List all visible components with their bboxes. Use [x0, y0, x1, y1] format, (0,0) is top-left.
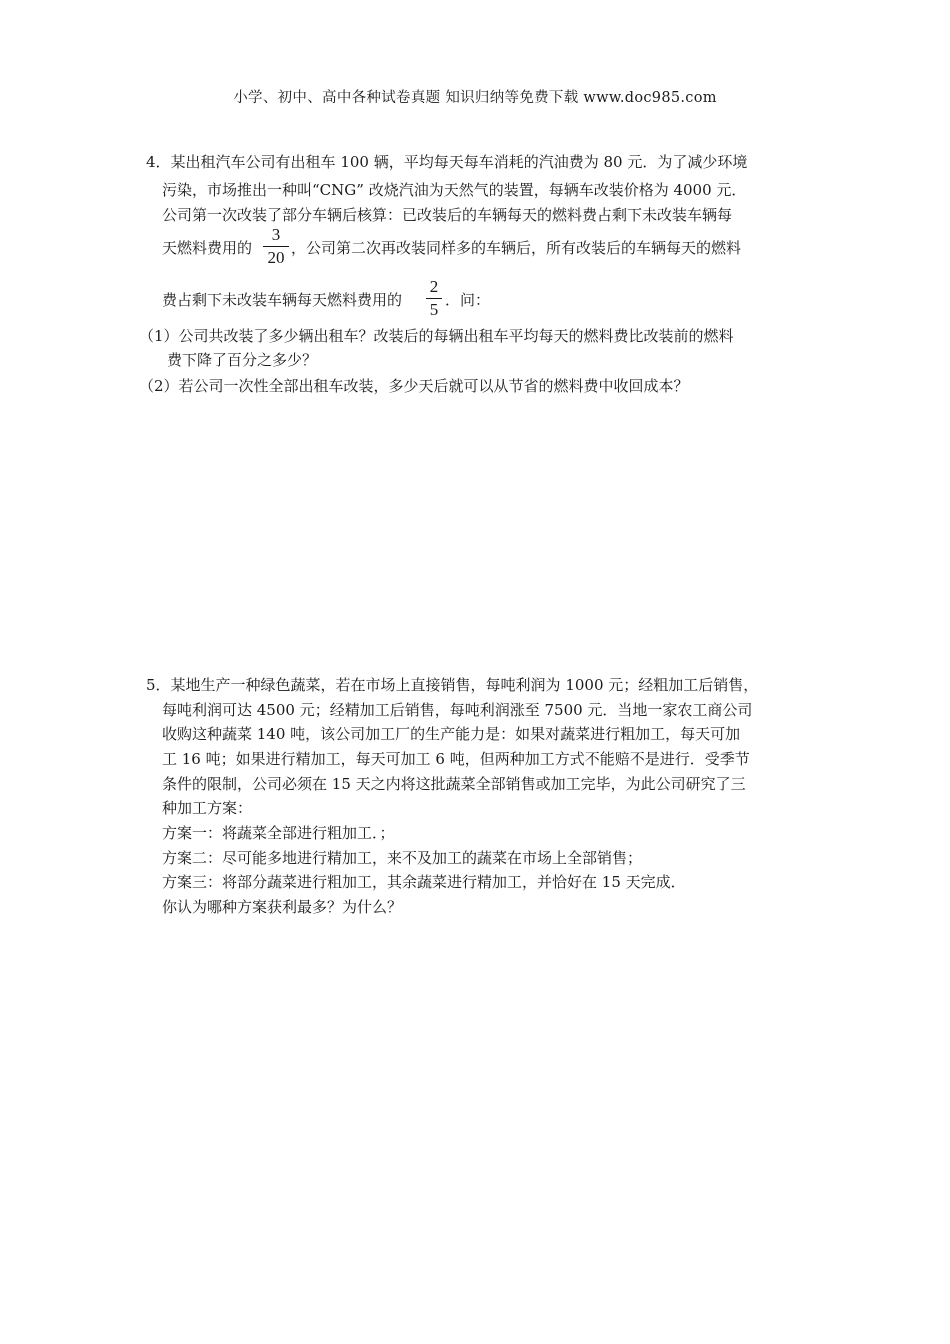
q4-line-5-start: 费占剩下未改装车辆每天燃料费用的 [162, 291, 403, 309]
q5-question: 你认为哪种方案获利最多？为什么？ [162, 898, 403, 916]
fraction-denominator: 20 [267, 248, 285, 267]
q4-line-5-end: ．问： [445, 291, 491, 309]
fraction-2-5 [426, 277, 442, 320]
fraction-numerator: 2 [429, 277, 439, 296]
q5-line-3: 收购这种蔬菜 140 吨，该公司加工厂的生产能力是：如果对蔬菜进行粗加工，每天可加 [162, 725, 741, 743]
q4-sub-2: （2）若公司一次性全部出租车改装，多少天后就可以从节省的燃料费中收回成本？ [139, 377, 689, 395]
q4-line-3: 公司第一次改装了部分车辆后核算：已改装后的车辆每天的燃料费占剩下未改装车辆每 [162, 206, 733, 224]
q5-line-5: 条件的限制，公司必须在 15 天之内将这批蔬菜全部销售或加工完毕，为此公司研究了三 [162, 775, 746, 793]
fraction-bar [426, 298, 442, 299]
q4-sub-1-cont: 费下降了百分之多少？ [167, 351, 318, 369]
q4-sub-1: （1）公司共改装了多少辆出租车？改装后的每辆出租车平均每天的燃料费比改装前的燃料 [139, 327, 734, 345]
fraction-3-20 [263, 225, 289, 268]
q5-line-6: 种加工方案： [162, 799, 253, 817]
q4-line-4-start: 天燃料费用的 [162, 239, 253, 257]
page-header: 小学、初中、高中各种试卷真题 知识归纳等免费下载 www.doc985.com [233, 90, 717, 106]
q5-plan-1: 方案一：将蔬菜全部进行粗加工．； [162, 824, 395, 842]
q5-line-4: 工 16 吨；如果进行精加工，每天可加工 6 吨，但两种加工方式不能赔不是进行．受季节 [162, 750, 750, 768]
q4-line-1: 4．某出租汽车公司有出租车 100 辆，平均每天每车消耗的汽油费为 80 元．为了减少环境 [146, 153, 748, 171]
q5-plan-2: 方案二：尽可能多地进行精加工，来不及加工的蔬菜在市场上全部销售； [162, 849, 643, 867]
q4-line-4-end: ，公司第二次再改装同样多的车辆后，所有改装后的车辆每天的燃料 [291, 239, 742, 257]
q4-line-2: 污染，市场推出一种叫“CNG” 改烧汽油为天然气的装置，每辆车改装价格为 4000 元． [162, 181, 747, 199]
fraction-bar [263, 246, 289, 247]
q5-line-1: 5．某地生产一种绿色蔬菜，若在市场上直接销售，每吨利润为 1000 元；经粗加工后销售， [146, 676, 759, 694]
q5-plan-3: 方案三：将部分蔬菜进行粗加工，其余蔬菜进行精加工，并恰好在 15 天完成． [162, 873, 686, 891]
fraction-numerator: 3 [271, 225, 281, 244]
q5-line-2: 每吨利润可达 4500 元；经精加工后销售，每吨利润涨至 7500 元．当地一家农工商公司 [162, 701, 753, 719]
fraction-denominator: 5 [429, 300, 439, 319]
